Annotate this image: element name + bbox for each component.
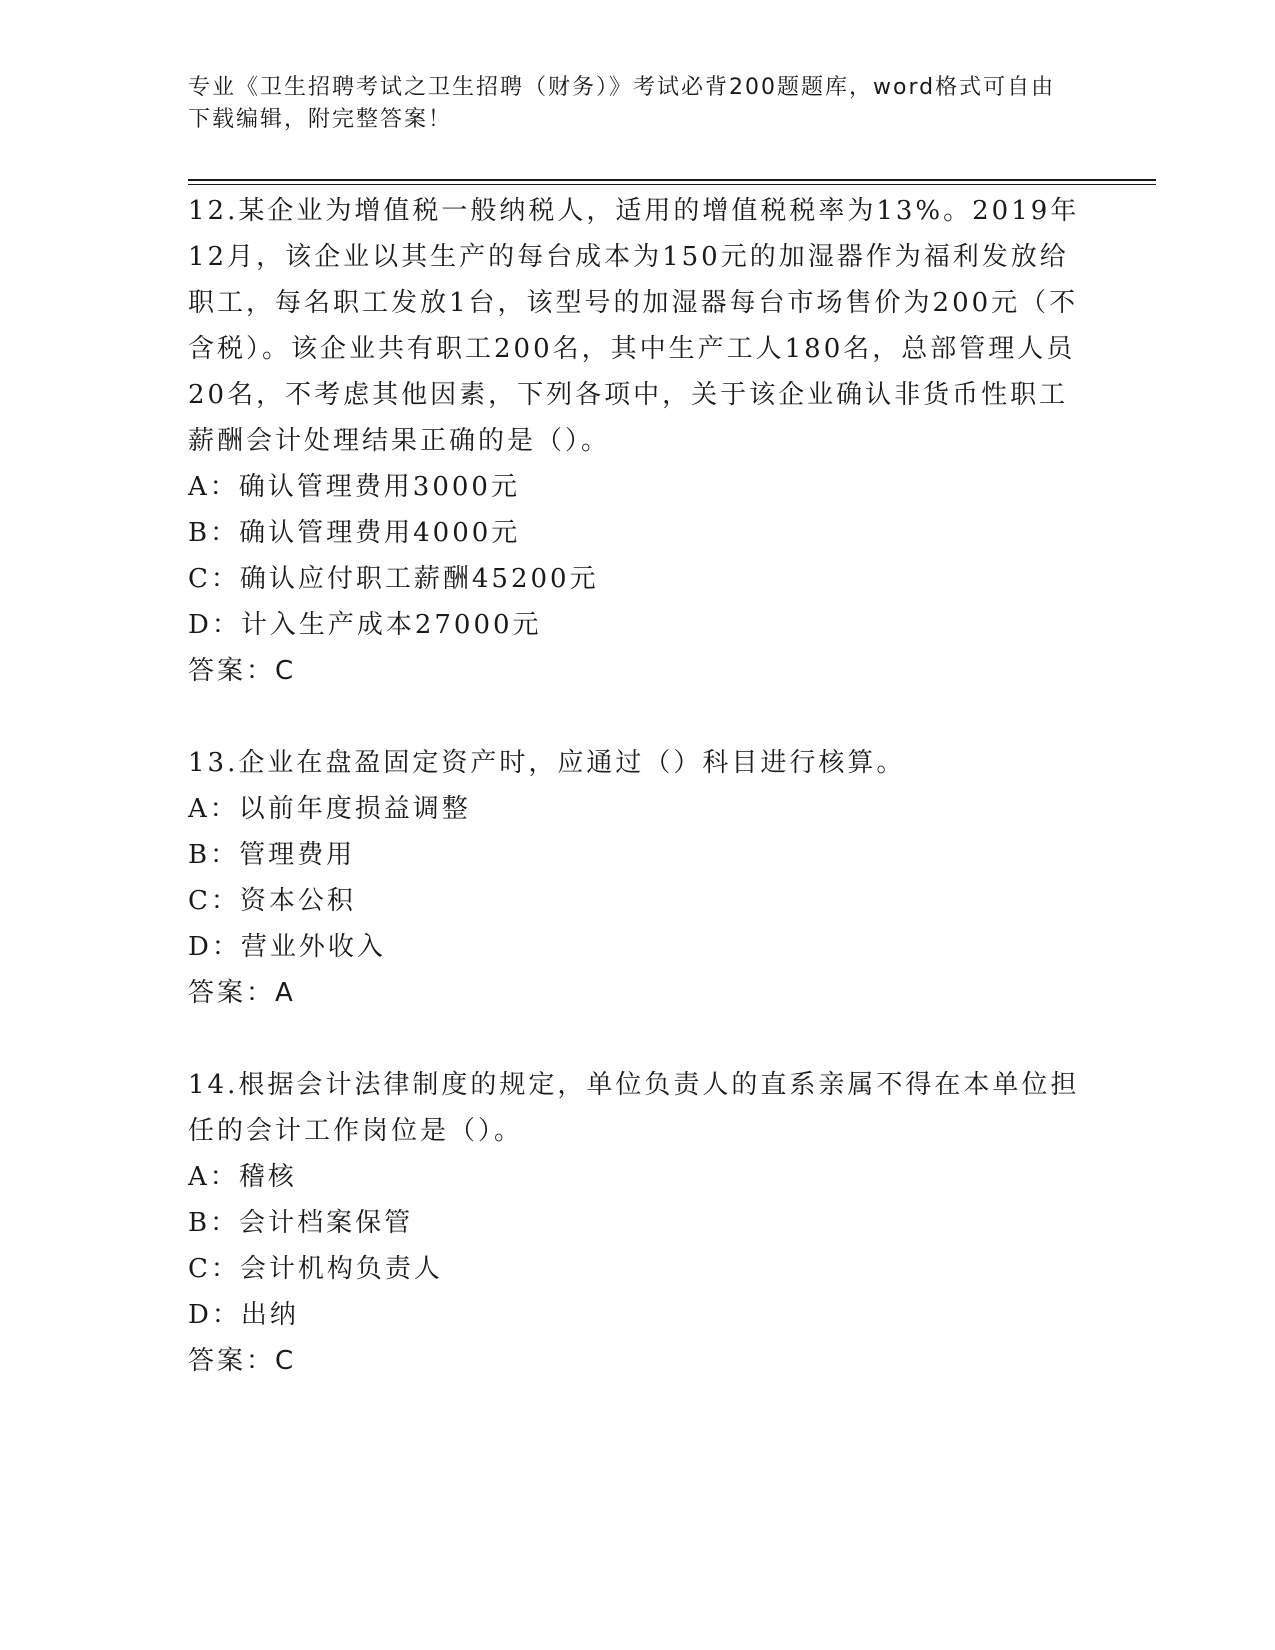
option-c: C：资本公积 bbox=[188, 886, 356, 916]
answer-line: 答案：C bbox=[188, 1346, 297, 1376]
option-d: D：营业外收入 bbox=[188, 932, 386, 962]
question-text: 12.某企业为增值税一般纳税人，适用的增值税税率为13%。2019年12月，该企业以其生产的每台成本为150元的加湿器作为福利发放给职工，每名职工发放1台，该型号的加湿器每台市场售价为200元（不含税）。该企业共有职工200名，其中生产工人180名，总部管理人员20名，不考虑其他因素，下列各项中，关于该企业确认非货币性职工薪酬会计处理结果正确的是（）。 bbox=[188, 196, 1080, 456]
option-a: A：确认管理费用3000元 bbox=[188, 472, 520, 502]
option-a: A：以前年度损益调整 bbox=[188, 794, 471, 824]
question-text: 13.企业在盘盈固定资产时，应通过（）科目进行核算。 bbox=[188, 748, 906, 778]
question-13 bbox=[188, 740, 1088, 1016]
question-12 bbox=[188, 188, 1088, 694]
question-spacer bbox=[188, 1016, 1088, 1062]
answer-line: 答案：A bbox=[188, 978, 296, 1008]
option-a: A：稽核 bbox=[188, 1162, 297, 1192]
answer-line: 答案：C bbox=[188, 656, 297, 686]
option-d: D：出纳 bbox=[188, 1300, 299, 1330]
option-b: B：会计档案保管 bbox=[188, 1208, 414, 1238]
question-list bbox=[188, 188, 1088, 1384]
question-spacer bbox=[188, 694, 1088, 740]
option-b: B：确认管理费用4000元 bbox=[188, 518, 521, 548]
header-divider-thick bbox=[188, 179, 1156, 181]
option-c: C：确认应付职工薪酬45200元 bbox=[188, 564, 599, 594]
option-b: B：管理费用 bbox=[188, 840, 356, 870]
option-c: C：会计机构负责人 bbox=[188, 1254, 443, 1284]
question-14 bbox=[188, 1062, 1088, 1384]
document-header: 专业《卫生招聘考试之卫生招聘（财务）》考试必背200题题库，word格式可自由下载编辑，附完整答案！ bbox=[188, 75, 1056, 132]
option-d: D：计入生产成本27000元 bbox=[188, 610, 542, 640]
header-divider-thin bbox=[188, 184, 1156, 185]
question-text: 14.根据会计法律制度的规定，单位负责人的直系亲属不得在本单位担任的会计工作岗位是（）。 bbox=[188, 1070, 1080, 1146]
